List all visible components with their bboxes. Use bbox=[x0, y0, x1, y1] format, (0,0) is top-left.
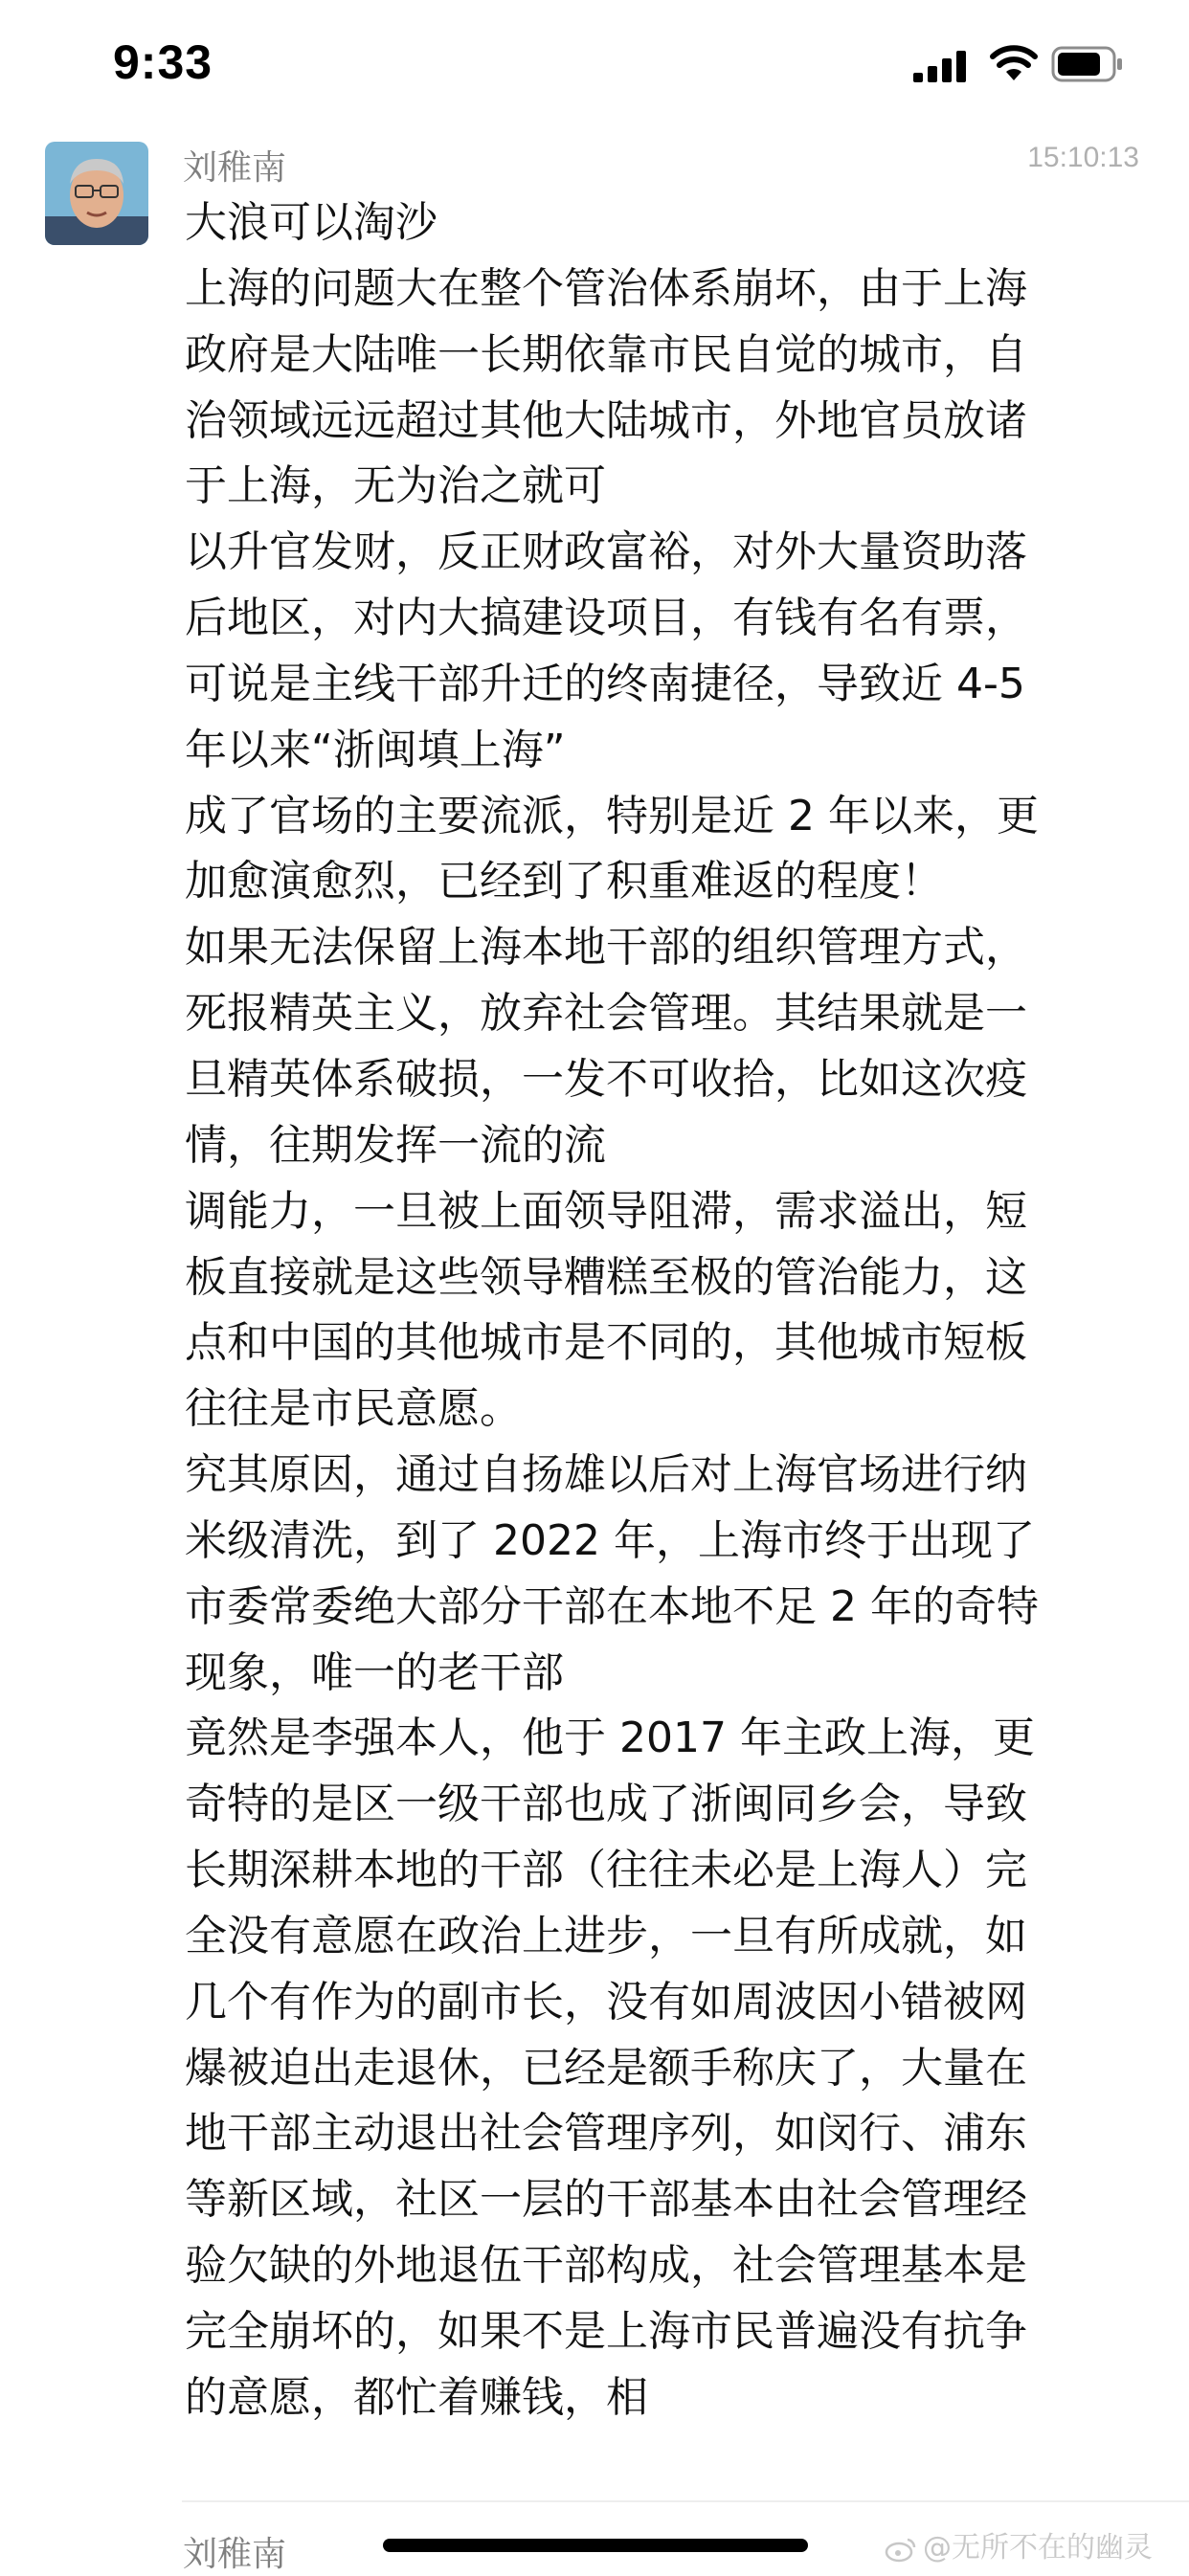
message-line: 市委常委绝大部分干部在本地不足 2 年的奇特 bbox=[185, 1581, 1039, 1631]
message-line: 后地区，对内大搞建设项目，有钱有名有票， bbox=[185, 594, 1027, 643]
weibo-logo-icon bbox=[885, 2536, 917, 2563]
message-line: 政府是大陆唯一长期依靠市民自觉的城市，自 bbox=[185, 329, 1027, 379]
message-line: 情，往期发挥一流的流 bbox=[185, 1120, 606, 1170]
message-line: 如果无法保留上海本地干部的组织管理方式， bbox=[185, 923, 1027, 973]
message-line: 米级清洗，到了 2022 年，上海市终于出现了 bbox=[185, 1515, 1035, 1565]
message-line: 调能力，一旦被上面领导阻滞，需求溢出，短 bbox=[185, 1186, 1027, 1236]
message-line: 竟然是李强本人，他于 2017 年主政上海，更 bbox=[185, 1714, 1035, 1763]
avatar-image bbox=[45, 142, 148, 245]
watermark bbox=[885, 2523, 1153, 2565]
message-line: 板直接就是这些领导糟糕至极的管治能力，这 bbox=[185, 1252, 1027, 1302]
message-line: 大浪可以淘沙 bbox=[185, 198, 437, 247]
next-sender-name[interactable]: 刘稚南 bbox=[183, 2535, 287, 2574]
message-line: 几个有作为的副市长，没有如周波因小错被网 bbox=[185, 1977, 1027, 2027]
message-timestamp: 15:10:13 bbox=[1027, 142, 1139, 173]
cellular-signal-icon bbox=[913, 50, 967, 82]
message-line: 完全崩坏的，如果不是上海市民普遍没有抗争 bbox=[185, 2307, 1027, 2356]
message-line: 死报精英主义，放弃社会管理。其结果就是一 bbox=[185, 989, 1027, 1039]
message-line: 点和中国的其他城市是不同的，其他城市短板 bbox=[185, 1318, 1027, 1368]
message-line: 长期深耕本地的干部（往往未必是上海人）完 bbox=[185, 1846, 1027, 1895]
message-line: 上海的问题大在整个管治体系崩坏，由于上海 bbox=[185, 263, 1027, 313]
status-time: 9:33 bbox=[113, 35, 213, 89]
message-line: 加愈演愈烈，已经到了积重难返的程度！ bbox=[185, 857, 943, 907]
message-line: 等新区域，社区一层的干部基本由社会管理经 bbox=[185, 2175, 1027, 2225]
watermark-text: @无所不在的幽灵 bbox=[923, 2531, 1153, 2565]
message-line: 现象，唯一的老干部 bbox=[185, 1647, 564, 1697]
message-line: 的意愿，都忙着赚钱，相 bbox=[185, 2372, 648, 2422]
message-line: 于上海，无为治之就可 bbox=[185, 461, 606, 511]
wifi-icon bbox=[990, 44, 1038, 82]
message-line: 以升官发财，反正财政富裕，对外大量资助落 bbox=[185, 527, 1027, 577]
avatar[interactable] bbox=[45, 142, 148, 245]
message-line: 年以来“浙闽填上海” bbox=[185, 725, 566, 774]
message-line: 地干部主动退出社会管理序列，如闵行、浦东 bbox=[185, 2109, 1027, 2159]
status-bar bbox=[0, 0, 1189, 134]
message-line: 可说是主线干部升迁的终南捷径，导致近 4-5 bbox=[185, 659, 1025, 708]
message-line: 治领域远远超过其他大陆城市，外地官员放诸 bbox=[185, 395, 1027, 445]
message-line: 全没有意愿在政治上进步，一旦有所成就，如 bbox=[185, 1911, 1027, 1960]
message-line: 旦精英体系破损，一发不可收拾，比如这次疫 bbox=[185, 1054, 1027, 1104]
message-line: 往往是市民意愿。 bbox=[185, 1384, 522, 1434]
message-divider bbox=[182, 2500, 1189, 2502]
home-indicator[interactable] bbox=[383, 2539, 808, 2552]
message-line: 验欠缺的外地退伍干部构成，社会管理基本是 bbox=[185, 2241, 1027, 2291]
message-line: 爆被迫出走退休，已经是额手称庆了，大量在 bbox=[185, 2043, 1027, 2093]
message-line: 成了官场的主要流派，特别是近 2 年以来，更 bbox=[185, 791, 1039, 840]
message-line: 奇特的是区一级干部也成了浙闽同乡会，导致 bbox=[185, 1780, 1027, 1829]
sender-name[interactable]: 刘稚南 bbox=[183, 148, 287, 188]
message-body bbox=[185, 190, 1142, 2431]
message-line: 究其原因，通过自扬雄以后对上海官场进行纳 bbox=[185, 1450, 1027, 1500]
battery-icon bbox=[1051, 46, 1124, 82]
